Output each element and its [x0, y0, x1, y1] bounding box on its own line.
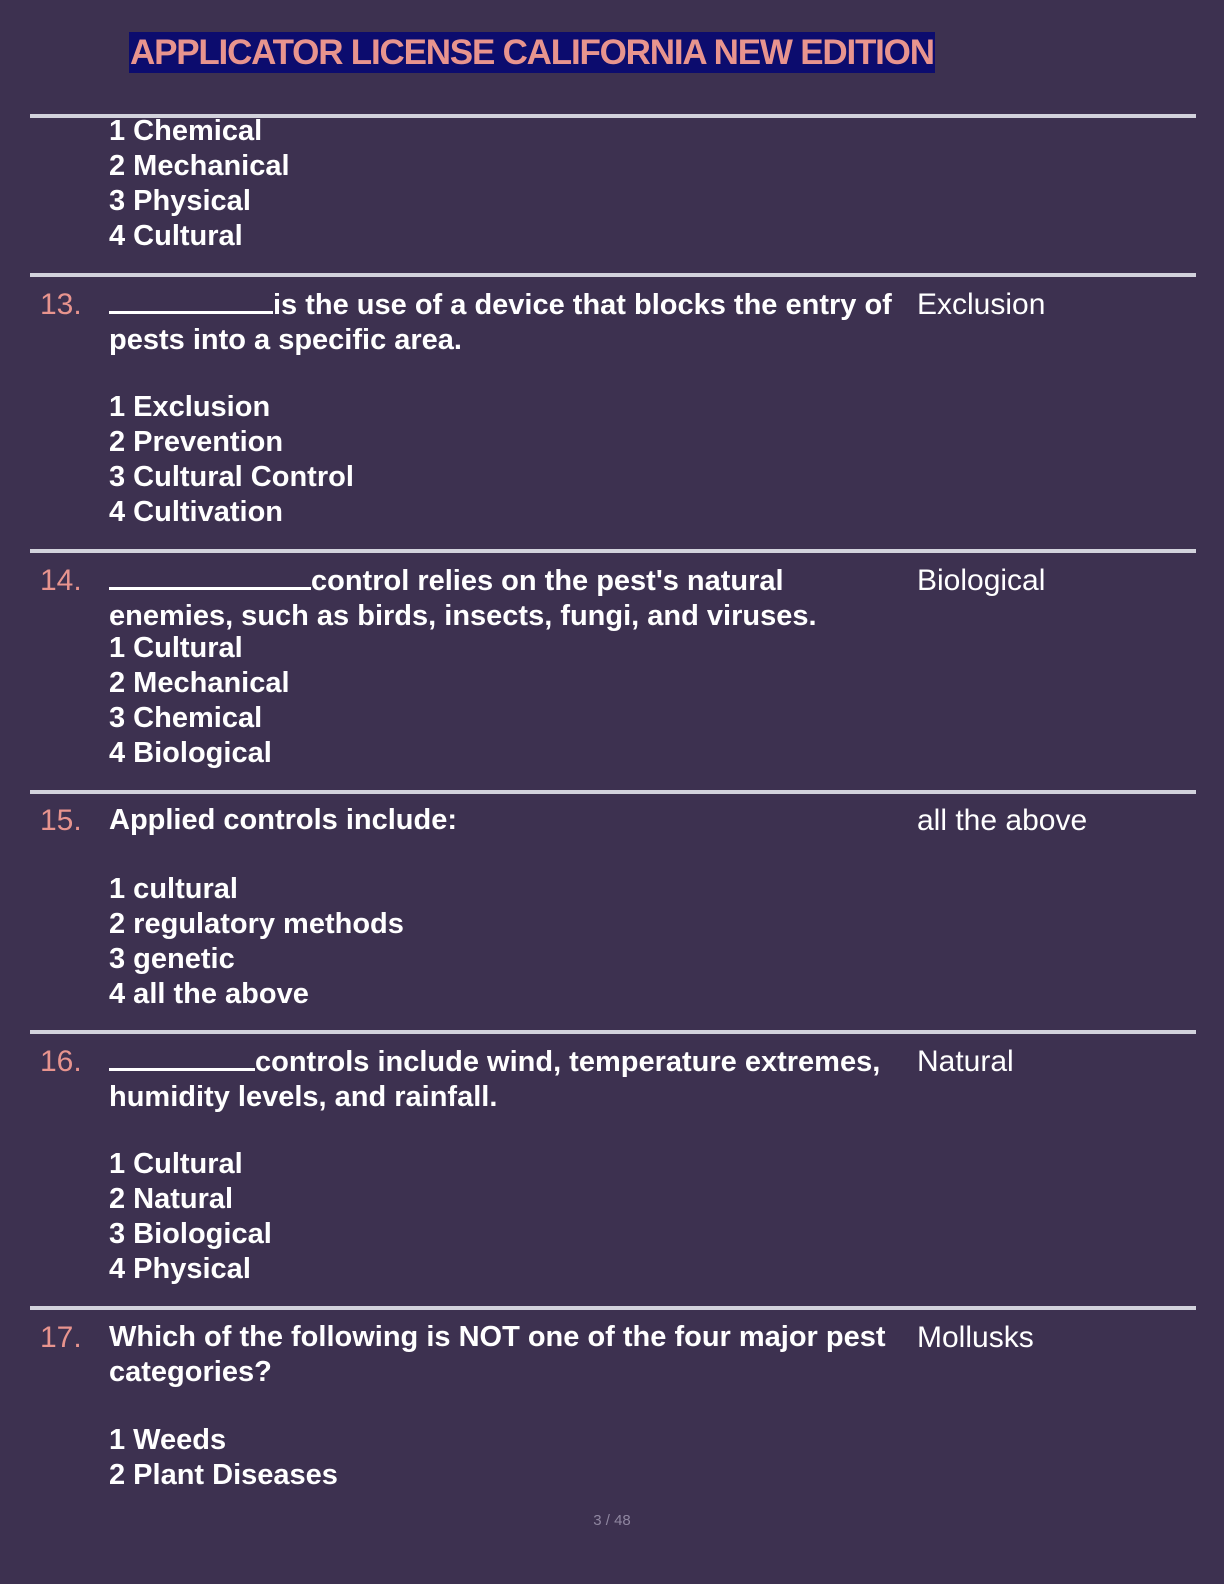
question-number: 13.: [40, 288, 82, 321]
divider: [30, 1306, 1196, 1310]
question-prompt: is the use of a device that blocks the entry of pests into a specific area.: [109, 289, 892, 356]
continued-options-list: [109, 114, 290, 254]
option: 4 Cultural: [109, 220, 243, 252]
options-list: [109, 872, 404, 1012]
question-prompt: controls include wind, temperature extremes, humidity levels, and rainfall.: [109, 1046, 881, 1113]
option: 4 Biological: [109, 737, 272, 769]
options-list: [109, 1147, 272, 1287]
option: 3 Physical: [109, 185, 251, 217]
page-number: 3 / 48: [593, 1512, 631, 1529]
option: 2 Prevention: [109, 426, 284, 458]
answer-key: Exclusion: [917, 288, 1046, 321]
question-text: [109, 1044, 904, 1115]
answer-key: Natural: [917, 1045, 1014, 1078]
answer-key: Biological: [917, 564, 1046, 597]
question-number: 16.: [40, 1045, 82, 1078]
option: 2 Natural: [109, 1183, 234, 1215]
question-text: [109, 1320, 904, 1390]
answer-key: Mollusks: [917, 1321, 1034, 1354]
question-prompt: Applied controls include:: [109, 804, 458, 836]
option: 2 Mechanical: [109, 150, 290, 182]
option: 1 Chemical: [109, 115, 263, 147]
options-list: [109, 631, 290, 771]
answer-blank: [109, 1044, 255, 1071]
question-number: 14.: [40, 564, 82, 597]
question-prompt: control relies on the pest's natural enemies, such as birds, insects, fungi, and viruses.: [109, 565, 817, 632]
option: 2 regulatory methods: [109, 908, 404, 940]
option: 3 Chemical: [109, 702, 263, 734]
option: 3 Biological: [109, 1218, 272, 1250]
option: 4 all the above: [109, 978, 309, 1010]
divider: [30, 1030, 1196, 1034]
option: 3 Cultural Control: [109, 461, 354, 493]
option: 4 Physical: [109, 1253, 251, 1285]
answer-key: all the above: [917, 804, 1088, 837]
answer-blank: [109, 287, 273, 314]
question-text: [109, 563, 904, 634]
question-text: [109, 287, 904, 358]
question-text: [109, 803, 904, 838]
document-title: APPLICATOR LICENSE CALIFORNIA NEW EDITION: [130, 33, 934, 72]
option: 1 Cultural: [109, 632, 243, 664]
option: 1 cultural: [109, 873, 238, 905]
question-number: 17.: [40, 1321, 82, 1354]
divider: [30, 549, 1196, 553]
option: 2 Mechanical: [109, 667, 290, 699]
option: 1 Exclusion: [109, 391, 271, 423]
option: 2 Plant Diseases: [109, 1459, 338, 1491]
document-header: [129, 32, 935, 73]
divider: [30, 790, 1196, 794]
divider: [30, 273, 1196, 277]
options-list: [109, 390, 354, 530]
question-number: 15.: [40, 804, 82, 837]
option: 1 Cultural: [109, 1148, 243, 1180]
question-prompt: Which of the following is NOT one of the four major pest categories?: [109, 1321, 886, 1388]
answer-blank: [109, 563, 311, 590]
option: 4 Cultivation: [109, 496, 284, 528]
options-list: [109, 1423, 338, 1493]
option: 3 genetic: [109, 943, 235, 975]
option: 1 Weeds: [109, 1424, 227, 1456]
